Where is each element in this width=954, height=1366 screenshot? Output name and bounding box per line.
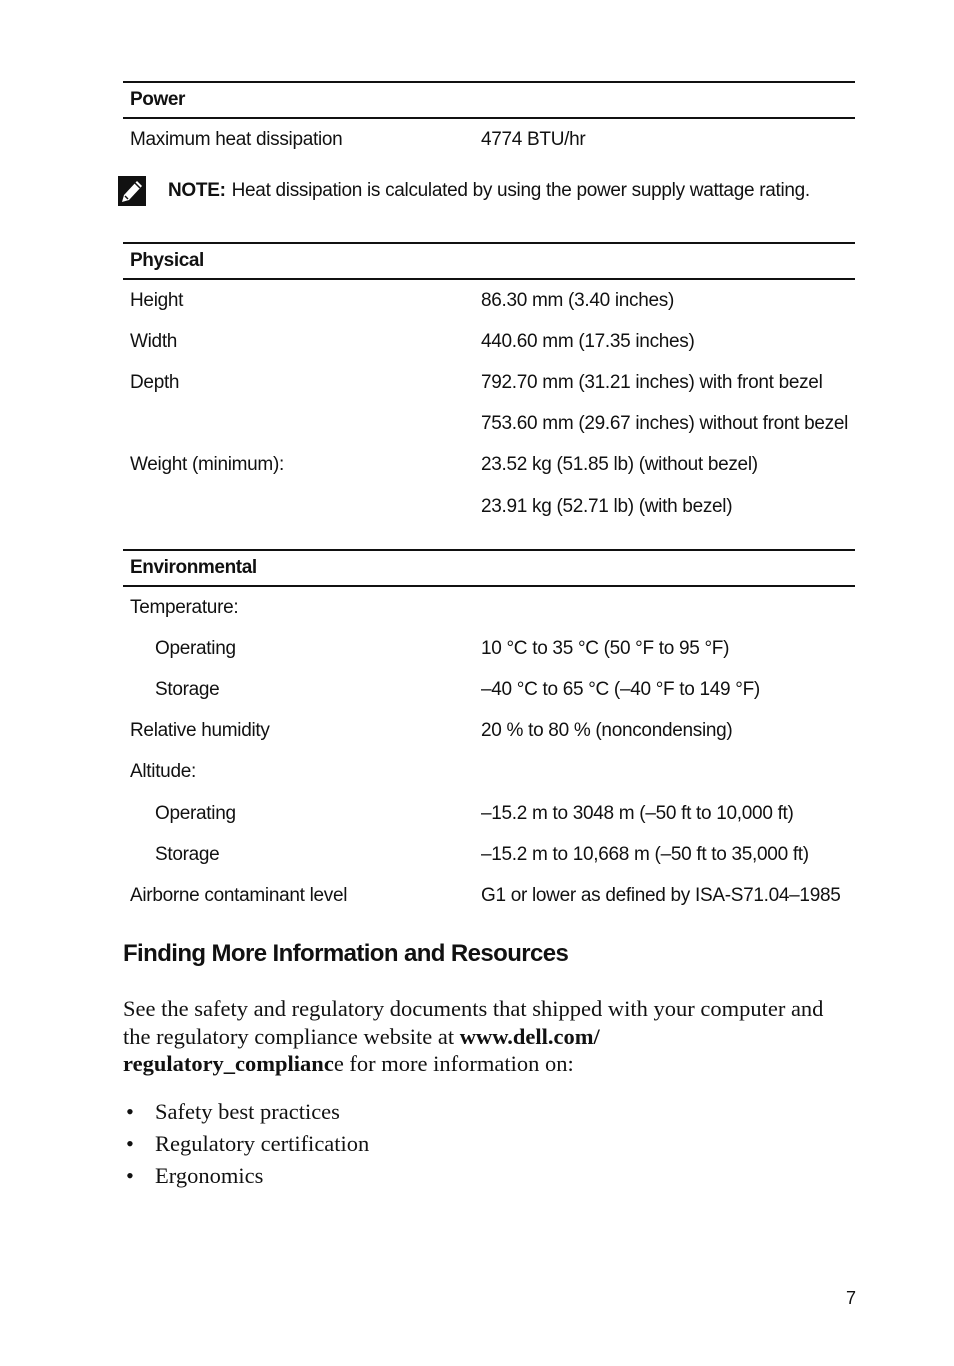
note-label: NOTE:	[168, 180, 226, 201]
table-row	[123, 793, 855, 834]
table-row	[123, 752, 855, 793]
environmental-table-heading: Environmental	[123, 549, 855, 587]
bullet-icon: •	[126, 1163, 134, 1188]
table-row	[123, 404, 855, 445]
row-value: 792.70 mm (31.21 inches) with front bezel	[481, 371, 823, 393]
table-row	[123, 711, 855, 752]
table-row	[123, 362, 855, 403]
row-label: Width	[130, 330, 178, 352]
table-row	[123, 587, 855, 628]
row-value: 86.30 mm (3.40 inches)	[481, 289, 674, 311]
row-value: –15.2 m to 10,668 m (–50 ft to 35,000 ft)	[481, 843, 809, 865]
row-value: –15.2 m to 3048 m (–50 ft to 10,000 ft)	[481, 802, 794, 824]
row-value: 23.91 kg (52.71 lb) (with bezel)	[481, 495, 733, 517]
note-text: Heat dissipation is calculated by using the power supply wattage rating.	[231, 180, 810, 201]
row-value: G1 or lower as defined by ISA-S71.04–1985	[481, 884, 841, 906]
table-row	[123, 628, 855, 669]
resource-list	[123, 1096, 369, 1192]
environmental-table	[123, 549, 855, 917]
row-label: Depth	[130, 371, 180, 393]
table-row	[123, 834, 855, 875]
list-item-text: Regulatory certification	[155, 1131, 370, 1156]
row-label: Storage	[155, 678, 220, 700]
power-table-heading: Power	[123, 81, 855, 119]
list-item-text: Ergonomics	[155, 1163, 264, 1188]
row-label: Operating	[155, 637, 236, 659]
row-value: 753.60 mm (29.67 inches) without front bezel	[481, 413, 849, 435]
pencil-note-icon	[118, 176, 146, 206]
power-table	[123, 81, 855, 160]
list-item-text: Safety best practices	[155, 1099, 340, 1124]
table-row	[123, 280, 855, 321]
row-label: Maximum heat dissipation	[130, 128, 343, 150]
table-row	[123, 875, 855, 916]
regulatory-link[interactable]: www.dell.com/ regulatory_complianc	[123, 1023, 600, 1076]
table-row	[123, 669, 855, 710]
row-label: Height	[130, 289, 184, 311]
row-label: Weight (minimum):	[130, 454, 284, 476]
physical-table-heading: Physical	[123, 242, 855, 280]
row-label: Relative humidity	[130, 720, 270, 742]
table-row	[123, 445, 855, 486]
table-row	[123, 486, 855, 527]
row-label: Temperature:	[130, 596, 239, 618]
paragraph-text: See the safety and regulatory documents that shipped with your computer and the regulatory compliance website at	[123, 996, 824, 1049]
row-label: Altitude:	[130, 761, 196, 783]
list-item	[123, 1096, 369, 1128]
bullet-icon: •	[126, 1131, 134, 1156]
paragraph-text-end: e for more information on:	[333, 1051, 574, 1076]
row-value: 440.60 mm (17.35 inches)	[481, 330, 695, 352]
row-label: Storage	[155, 843, 220, 865]
row-value: –40 °C to 65 °C (–40 °F to 149 °F)	[481, 678, 760, 700]
row-value: 4774 BTU/hr	[481, 128, 586, 150]
list-item	[123, 1128, 369, 1160]
row-value: 10 °C to 35 °C (50 °F to 95 °F)	[481, 637, 730, 659]
table-row	[123, 119, 855, 160]
row-value: 23.52 kg (51.85 lb) (without bezel)	[481, 454, 758, 476]
page-number: 7	[845, 1288, 856, 1308]
row-label: Airborne contaminant level	[130, 884, 348, 906]
note	[118, 174, 858, 208]
table-row	[123, 321, 855, 362]
row-value: 20 % to 80 % (noncondensing)	[481, 720, 733, 742]
section-heading: Finding More Information and Resources	[123, 940, 569, 967]
bullet-icon: •	[126, 1099, 134, 1124]
list-item	[123, 1160, 369, 1192]
body-paragraph	[123, 995, 843, 1078]
row-label: Operating	[155, 802, 236, 824]
physical-table	[123, 242, 855, 527]
